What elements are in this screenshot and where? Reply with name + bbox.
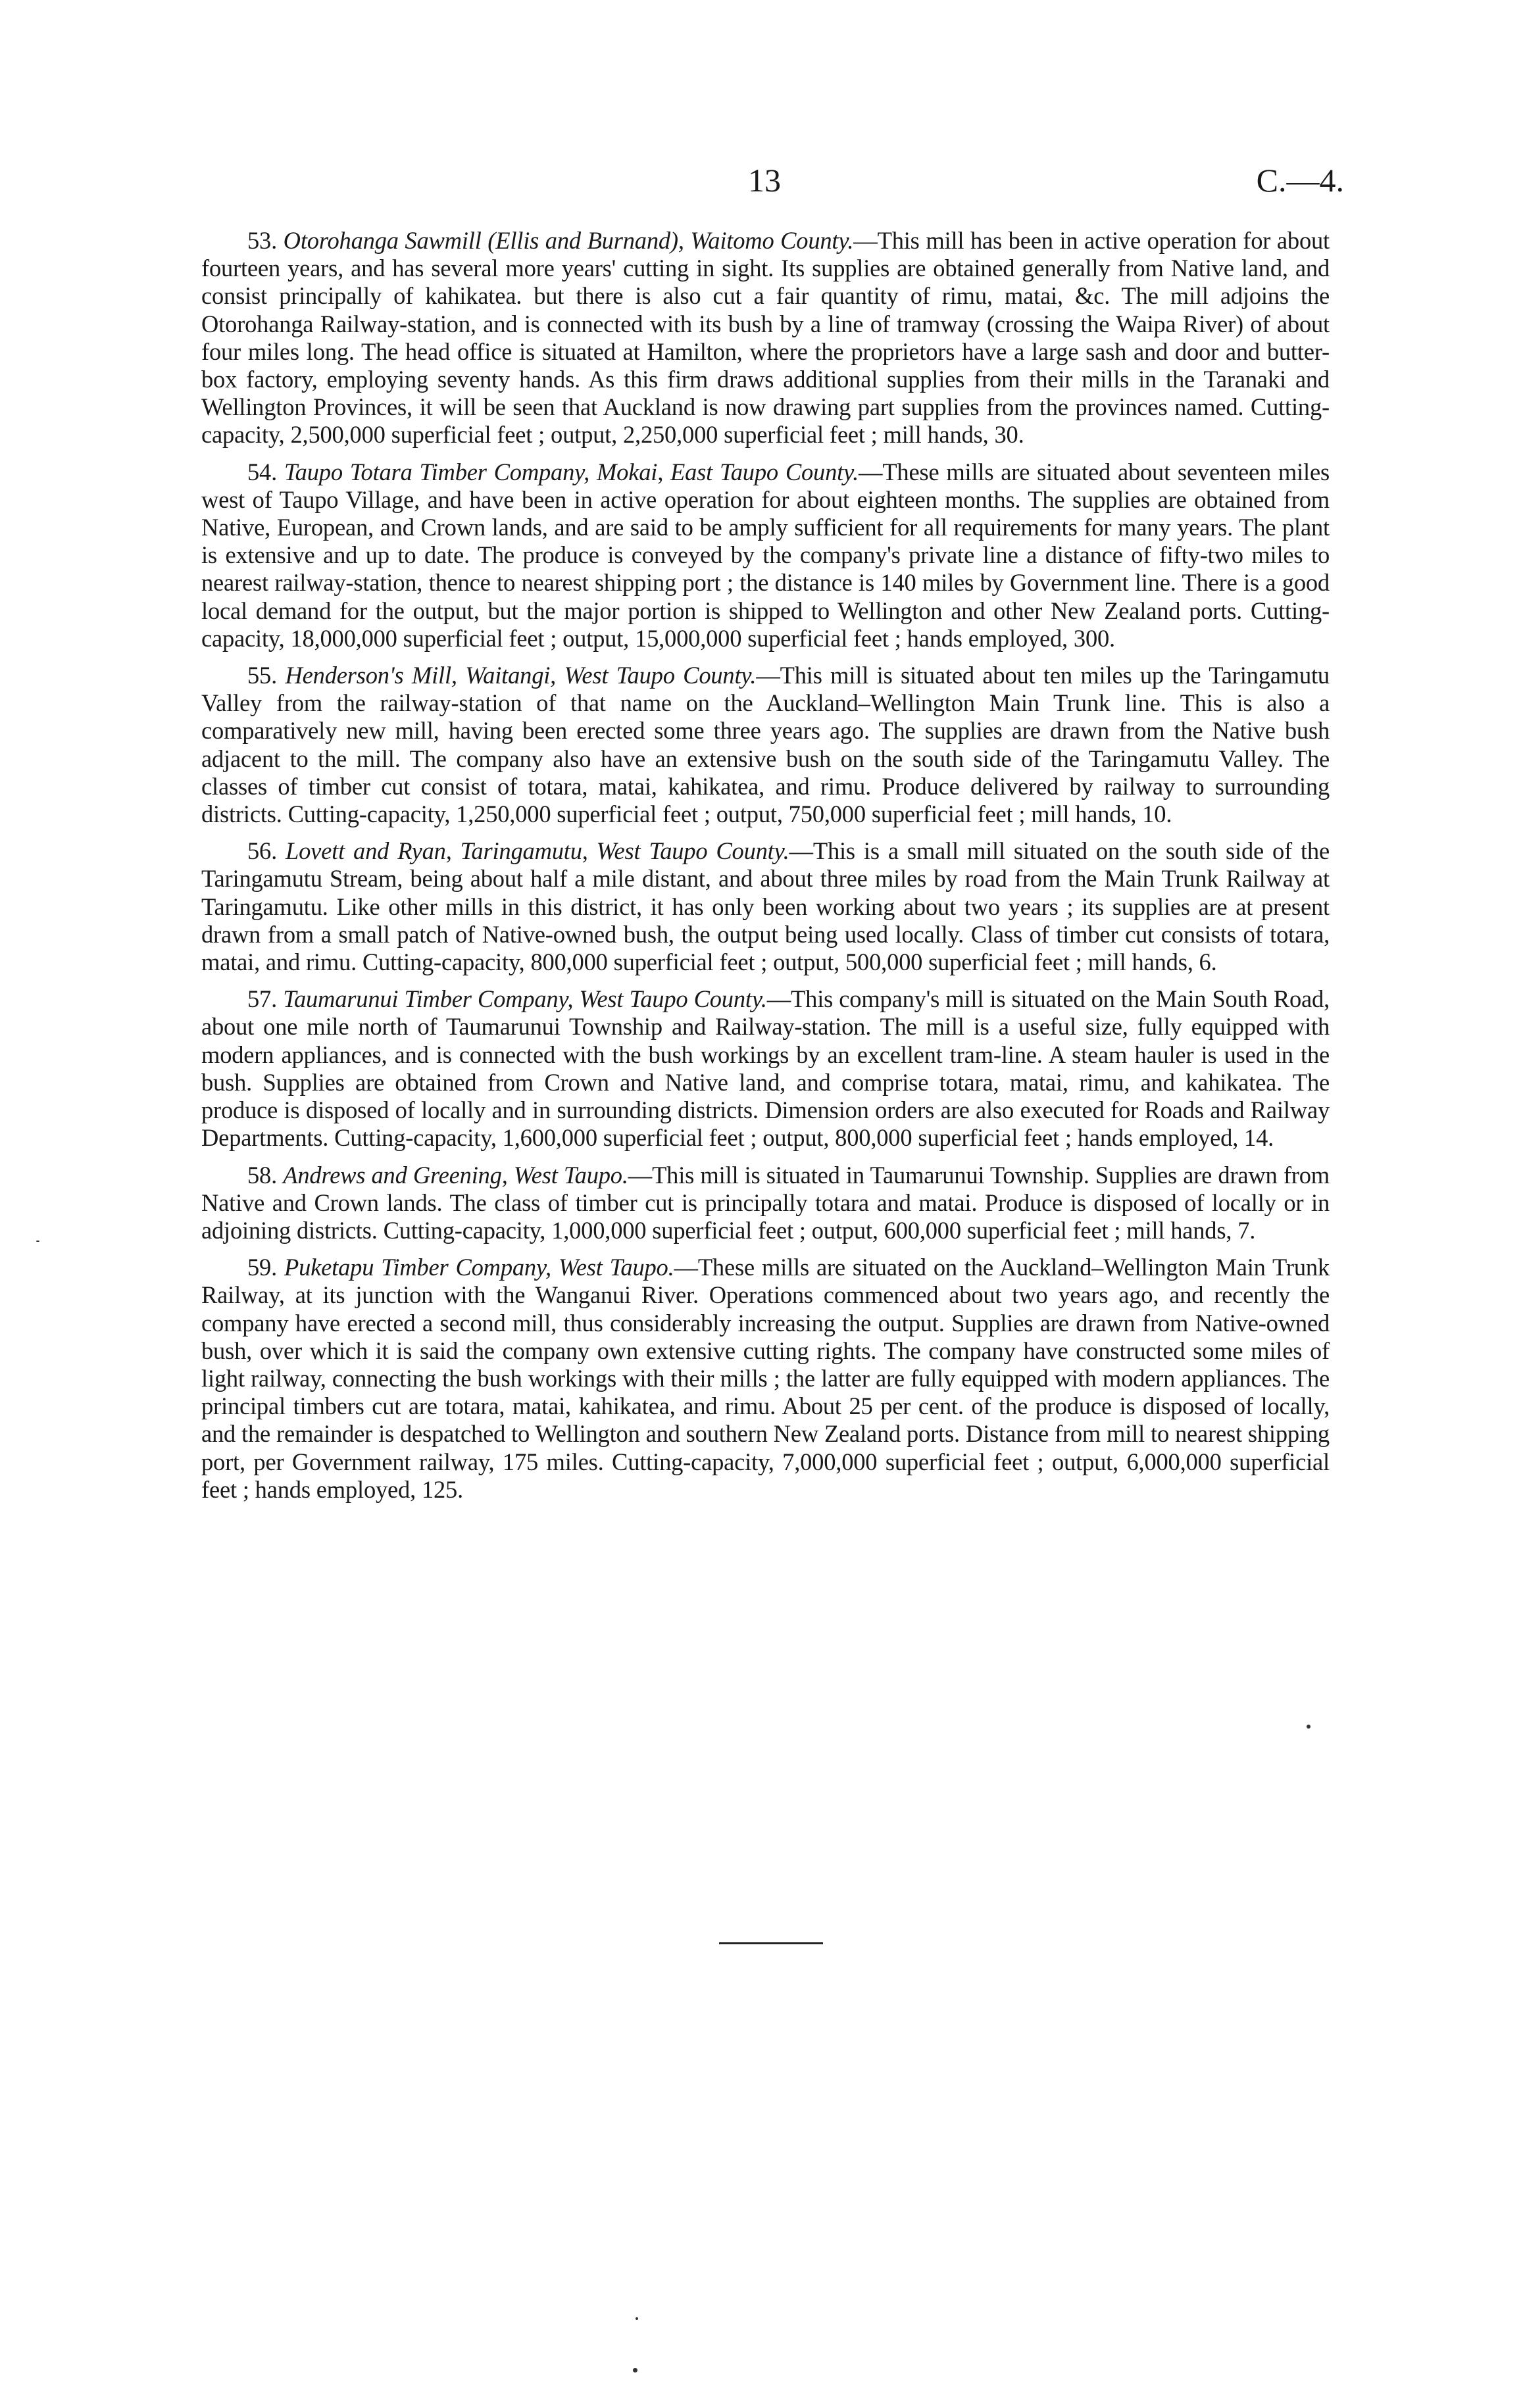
mill-entry-55 xyxy=(201,662,1330,828)
mill-entry-57 xyxy=(201,985,1330,1152)
section-divider xyxy=(719,1942,823,1944)
entry-text: —These mills are situated on the Auckland–Wellington Main Trunk Railway, at its junction with the Wanganui River. Operations commenced about two years ago, and recently the company have erected a second mill, thus considerably increasing the output. Supplies are drawn from Native-owned bush, over which it is said the company own extensive cutting rights. The company have constructed some miles of light railway, connecting the bush workings with their mills ; the latter are fully equipped with modern appliances. The principal timbers cut are totara, matai, kahikatea, and rimu. About 25 per cent. of the produce is disposed of locally, and the remainder is despatched to Wellington and southern New Zealand ports. Distance from mill to nearest shipping port, per Government railway, 175 miles. Cutting-capacity, 7,000,000 superficial feet ; output, 6,000,000 superficial feet ; hands employed, 125. xyxy=(201,1254,1330,1503)
scan-speck xyxy=(36,1241,39,1242)
mill-entry-53 xyxy=(201,227,1330,449)
entry-number: 57. xyxy=(247,985,278,1013)
entry-number: 53. xyxy=(247,227,278,254)
entry-text: —These mills are situated about seventeen miles west of Taupo Village, and have been in active operation for about eighteen months. The supplies are obtained from Native, European, and Crown lands, and are said to be amply sufficient for all requirements for many years. The plant is extensive and up to date. The produce is conveyed by the company's private line a distance of fifty-two miles to nearest railway-station, thence to nearest shipping port ; the distance is 140 miles by Government line. There is a good local demand for the output, but the major portion is shipped to Wellington and other New Zealand ports. Cutting-capacity, 18,000,000 superficial feet ; output, 15,000,000 superficial feet ; hands employed, 300. xyxy=(201,458,1330,652)
entry-text: —This company's mill is situated on the Main South Road, about one mile north of Taumarunui Township and Railway-station. The mill is a useful size, fully equipped with modern appliances, and is connected with the bush workings by an excellent tram-line. A steam hauler is used in the bush. Supplies are obtained from Crown and Native land, and comprise totara, matai, rimu, and kahikatea. The produce is disposed of locally and in surrounding districts. Dimension orders are also executed for Roads and Railway Departments. Cutting-capacity, 1,600,000 superficial feet ; output, 800,000 superficial feet ; hands employed, 14. xyxy=(201,985,1330,1152)
scan-speck xyxy=(636,2317,638,2320)
entry-title: Puketapu Timber Company, West Taupo. xyxy=(284,1254,674,1281)
scan-speck xyxy=(633,2368,637,2372)
entry-number: 56. xyxy=(247,837,278,865)
entry-title: Otorohanga Sawmill (Ellis and Burnand), Waitomo County. xyxy=(283,227,854,254)
entry-title: Taupo Totara Timber Company, Mokai, East Taupo County. xyxy=(284,458,859,485)
scan-speck xyxy=(1307,1725,1311,1729)
entry-number: 55. xyxy=(247,662,278,689)
entry-text: —This is a small mill situated on the south side of the Taringamutu Stream, being about half a mile distant, and about three miles by road from the Main Trunk Railway at Taringamutu. Like other mills in this district, it has only been working about two years ; its supplies are at present drawn from a small patch of Native-owned bush, the output being used locally. Class of timber cut consists of totara, matai, and rimu. Cutting-capacity, 800,000 superficial feet ; output, 500,000 superficial feet ; mill hands, 6. xyxy=(201,837,1330,976)
entry-text: —This mill has been in active operation for about fourteen years, and has several more years' cutting in sight. Its supplies are obtained generally from Native land, and consist principally of kahikatea. but there is also cut a fair quantity of rimu, matai, &c. The mill adjoins the Otorohanga Railway-station, and is connected with its bush by a line of tramway (crossing the Waipa River) of about four miles long. The head office is situated at Hamilton, where the proprietors have a large sash and door and butter-box factory, employing seventy hands. As this firm draws additional supplies from their mills in the Taranaki and Wellington Provinces, it will be seen that Auckland is now drawing part supplies from the provinces named. Cutting-capacity, 2,500,000 superficial feet ; output, 2,250,000 superficial feet ; mill hands, 30. xyxy=(201,227,1330,449)
document-body xyxy=(201,227,1330,1513)
entry-text: —This mill is situated about ten miles up the Taringamutu Valley from the railway-station of that name on the Auckland–Wellington Main Trunk line. This is also a comparatively new mill, having been erected some three years ago. The supplies are drawn from the Native bush adjacent to the mill. The company also have an extensive bush on the south side of the Taringamutu Valley. The classes of timber cut consist of totara, matai, kahikatea, and rimu. Produce delivered by railway to surrounding districts. Cutting-capacity, 1,250,000 superficial feet ; output, 750,000 superficial feet ; mill hands, 10. xyxy=(201,662,1330,828)
entry-title: Henderson's Mill, Waitangi, West Taupo County. xyxy=(285,662,757,689)
entry-title: Taumarunui Timber Company, West Taupo County. xyxy=(283,985,767,1013)
entry-title: Andrews and Greening, West Taupo. xyxy=(283,1161,628,1189)
report-code: C.—4. xyxy=(1256,162,1344,199)
mill-entry-56 xyxy=(201,837,1330,976)
mill-entry-54 xyxy=(201,458,1330,652)
entry-number: 59. xyxy=(247,1254,278,1281)
page-number: 13 xyxy=(748,162,781,199)
page-header xyxy=(0,161,1523,214)
mill-entry-58 xyxy=(201,1162,1330,1245)
entry-text: —This mill is situated in Taumarunui Township. Supplies are drawn from Native and Crown lands. The class of timber cut is principally totara and matai. Produce is disposed of locally or in adjoining districts. Cutting-capacity, 1,000,000 superficial feet ; output, 600,000 superficial feet ; mill hands, 7. xyxy=(201,1161,1330,1244)
entry-number: 54. xyxy=(247,458,278,485)
entry-title: Lovett and Ryan, Taringamutu, West Taupo County. xyxy=(286,837,789,865)
entry-number: 58. xyxy=(247,1161,278,1189)
mill-entry-59 xyxy=(201,1254,1330,1504)
